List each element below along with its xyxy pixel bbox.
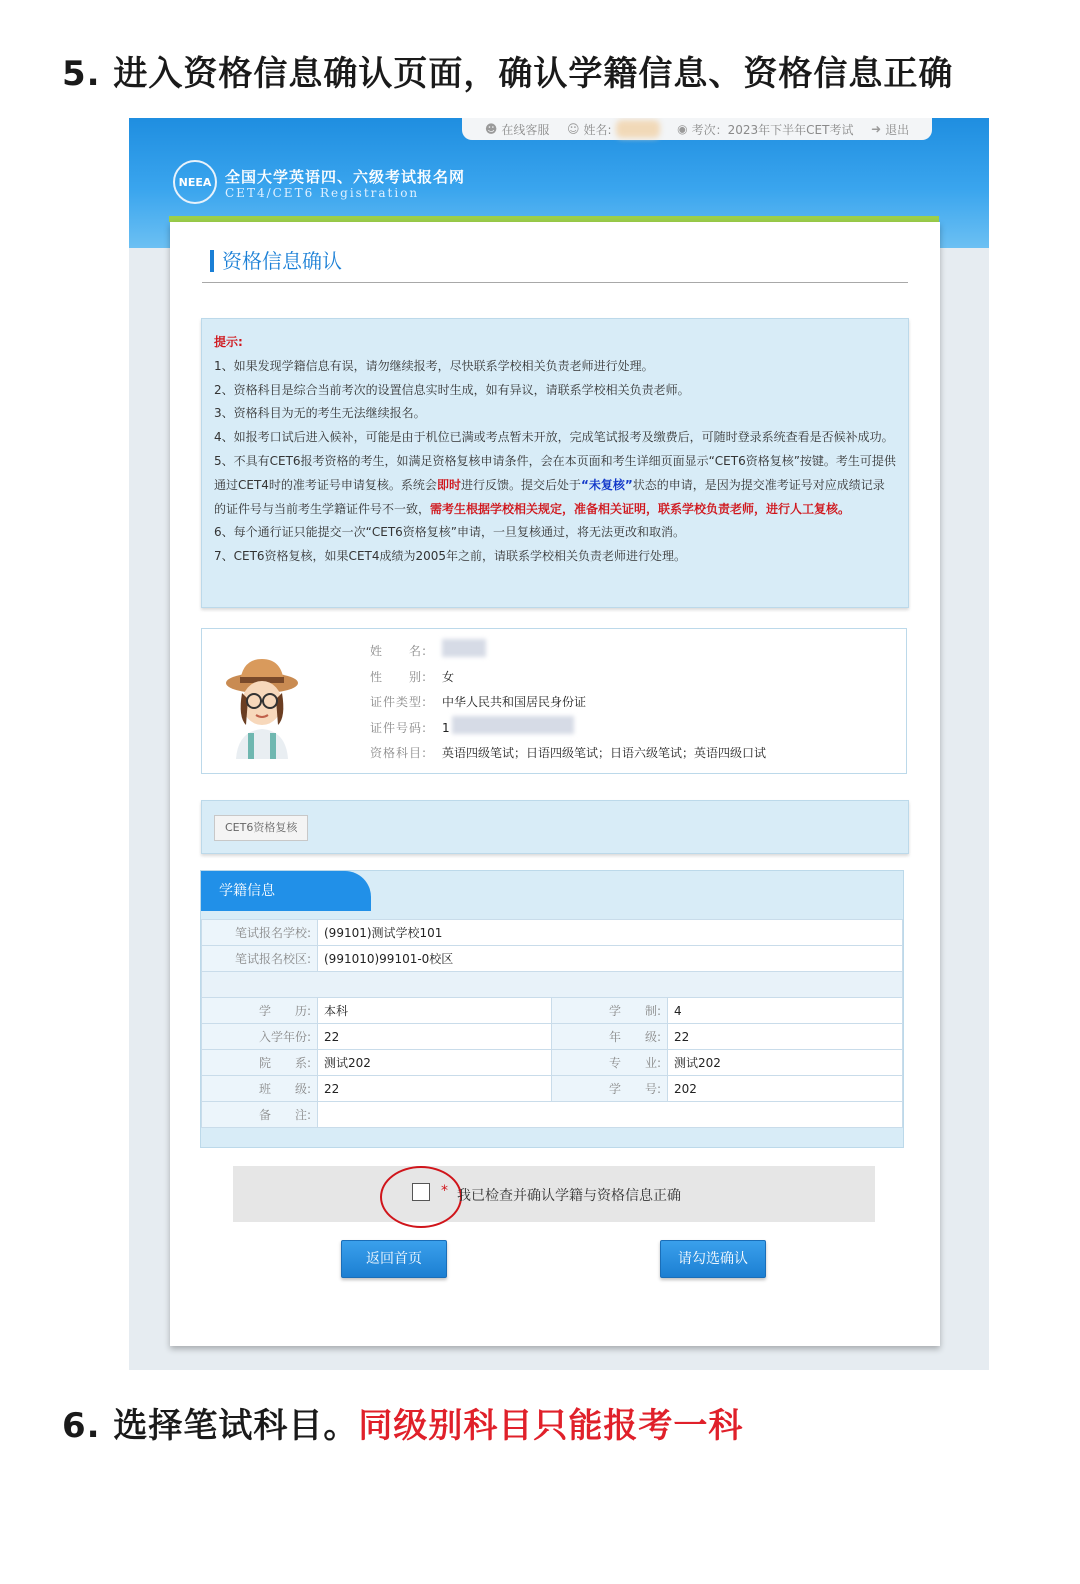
back-home-button[interactable]: 返回首页: [341, 1240, 447, 1278]
tip5-part-b: 进行反馈。提交后处于: [460, 477, 581, 492]
student-no-value: 202: [668, 1076, 903, 1102]
id-number-blurred: [452, 716, 574, 734]
gender-label: 性 别:: [370, 669, 428, 684]
profile-row-id-number: [370, 716, 766, 742]
enroll-year-label: 入学年份:: [202, 1024, 318, 1050]
grade-label: 年 级:: [552, 1024, 668, 1050]
student-status-tab: 学籍信息: [201, 871, 371, 911]
tips-label: 提示:: [214, 335, 243, 349]
user-name-blurred: [616, 120, 660, 138]
major-value: 测试202: [668, 1050, 903, 1076]
globe-icon: ◉: [677, 122, 688, 136]
gender-value: 女: [442, 669, 455, 684]
table-row: [202, 1024, 903, 1050]
tip5-red-immediate: 即时: [436, 477, 461, 492]
name-label: 姓 名:: [370, 644, 428, 658]
exam-session-item: [677, 121, 853, 138]
confirm-button[interactable]: 请勾选确认: [660, 1240, 766, 1278]
profile-fields: [370, 639, 766, 767]
online-service-label: 在线客服: [501, 122, 550, 137]
tip-item-5: [214, 450, 896, 521]
cet6-recheck-button[interactable]: CET6资格复核: [214, 815, 308, 841]
logout-label: 退出: [885, 122, 910, 137]
subjects-value: 英语四级笔试；日语四级笔试；日语六级笔试；英语四级口试: [442, 746, 767, 760]
duration-value: 4: [668, 998, 903, 1024]
tip5-part-a: 5、不具有CET6报考资格的考生，如满足资格复核申请条件，会在本页面和考生详细页面显示“CET6资格复核”按键。考生可提供通过CET4时的准考证号申请复核。系统会: [214, 453, 896, 492]
dept-label: 院 系:: [202, 1050, 318, 1076]
profile-row-subjects: [370, 741, 766, 767]
recheck-box: [201, 800, 909, 854]
subjects-label: 资格科目:: [370, 746, 428, 760]
tip-item: 6、每个通行证只能提交一次“CET6资格复核”申请，一旦复核通过，将无法更改和取消。: [214, 525, 685, 540]
id-number-prefix: 1: [442, 720, 450, 735]
id-number-label: 证件号码:: [370, 720, 428, 735]
profile-row-gender: [370, 665, 766, 691]
tip-item: 1、如果发现学籍信息有误，请勿继续报考，尽快联系学校相关负责老师进行处理。: [214, 358, 654, 373]
class-label: 班 级:: [202, 1076, 318, 1102]
enroll-year-value: 22: [318, 1024, 552, 1050]
step6-heading-text: 6. 选择笔试科目。: [62, 1406, 359, 1446]
confirm-agreement-bar: [233, 1166, 875, 1222]
step6-heading-highlight: 同级别科目只能报考一科: [358, 1406, 744, 1446]
table-row: [202, 1050, 903, 1076]
student-no-label: 学 号:: [552, 1076, 668, 1102]
tip-item: 3、资格科目为无的考生无法继续报名。: [214, 406, 426, 421]
online-service-link[interactable]: [485, 121, 550, 138]
class-value: 22: [318, 1076, 552, 1102]
step6-heading: [62, 1398, 743, 1447]
user-name-item: [567, 120, 660, 138]
campus-value: (991010)99101-0校区: [318, 946, 903, 972]
tip5-blue-status: “未复核”: [580, 477, 633, 492]
candidate-profile: [201, 628, 907, 774]
table-spacer-row: [202, 972, 903, 998]
page-title: 资格信息确认: [210, 250, 342, 272]
table-row: [202, 946, 903, 972]
table-row: [202, 920, 903, 946]
table-row: [202, 1076, 903, 1102]
remark-value: [318, 1102, 903, 1128]
profile-row-id-type: [370, 690, 766, 716]
site-title: 全国大学英语四、六级考试报名网: [225, 168, 466, 186]
required-asterisk: *: [441, 1183, 448, 1199]
exam-session-label: 考次：2023年下半年CET考试: [691, 122, 854, 137]
user-topbar: [462, 118, 932, 140]
id-type-value: 中华人民共和国居民身份证: [442, 695, 587, 709]
candidate-avatar: [222, 653, 302, 759]
tip-item: 7、CET6资格复核，如果CET4成绩为2005年之前，请联系学校相关负责老师进行处理。: [214, 549, 687, 564]
person-icon: ☺: [566, 122, 580, 136]
tip5-red-instruction: 需考生根据学校相关规定，准备相关证明，联系学校负责老师，进行人工复核。: [430, 501, 851, 516]
major-label: 专 业:: [552, 1050, 668, 1076]
tips-box: [201, 318, 909, 608]
neea-logo: NEEA: [173, 160, 217, 204]
site-subtitle: CET4/CET6 Registration: [225, 186, 420, 200]
confirm-checkbox[interactable]: [412, 1183, 430, 1201]
education-label: 学 历:: [202, 998, 318, 1024]
logout-icon: ➜: [871, 122, 882, 136]
duration-label: 学 制:: [552, 998, 668, 1024]
step5-heading: 5. 进入资格信息确认页面，确认学籍信息、资格信息正确: [62, 54, 954, 94]
tip-item: 2、资格科目是综合当前考次的设置信息实时生成，如有异议，请联系学校相关负责老师。: [214, 382, 690, 397]
tip5-part-c: 状态的申请，是因为提交准考证号对应成绩记录的证件号与当前考生学籍证件号不一致，: [214, 477, 885, 516]
user-name-label: 姓名:: [583, 122, 612, 137]
school-label: 笔试报名学校:: [202, 920, 318, 946]
id-type-label: 证件类型:: [370, 695, 428, 709]
table-row: [202, 1102, 903, 1128]
remark-label: 备 注:: [202, 1102, 318, 1128]
confirm-checkbox-label[interactable]: 我已检查并确认学籍与资格信息正确: [457, 1188, 681, 1204]
tip-item: 4、如报考口试后进入候补，可能是由于机位已满或考点暂未开放，完成笔试报考及缴费后，可随时登录系统查看是否候补成功。: [214, 430, 894, 445]
main-panel: [170, 222, 940, 1346]
name-value-blurred: [442, 639, 486, 657]
student-status-section: [200, 870, 904, 1148]
table-row: [202, 998, 903, 1024]
title-divider: [202, 282, 908, 283]
cet-registration-screenshot: [129, 118, 989, 1370]
dept-value: 测试202: [318, 1050, 552, 1076]
logout-link[interactable]: [871, 121, 909, 138]
student-status-table: [201, 919, 903, 1128]
grade-value: 22: [668, 1024, 903, 1050]
campus-label: 笔试报名校区:: [202, 946, 318, 972]
school-value: (99101)测试学校101: [318, 920, 903, 946]
education-value: 本科: [318, 998, 552, 1024]
profile-row-name: [370, 639, 766, 665]
user-service-icon: ☻: [484, 122, 498, 136]
